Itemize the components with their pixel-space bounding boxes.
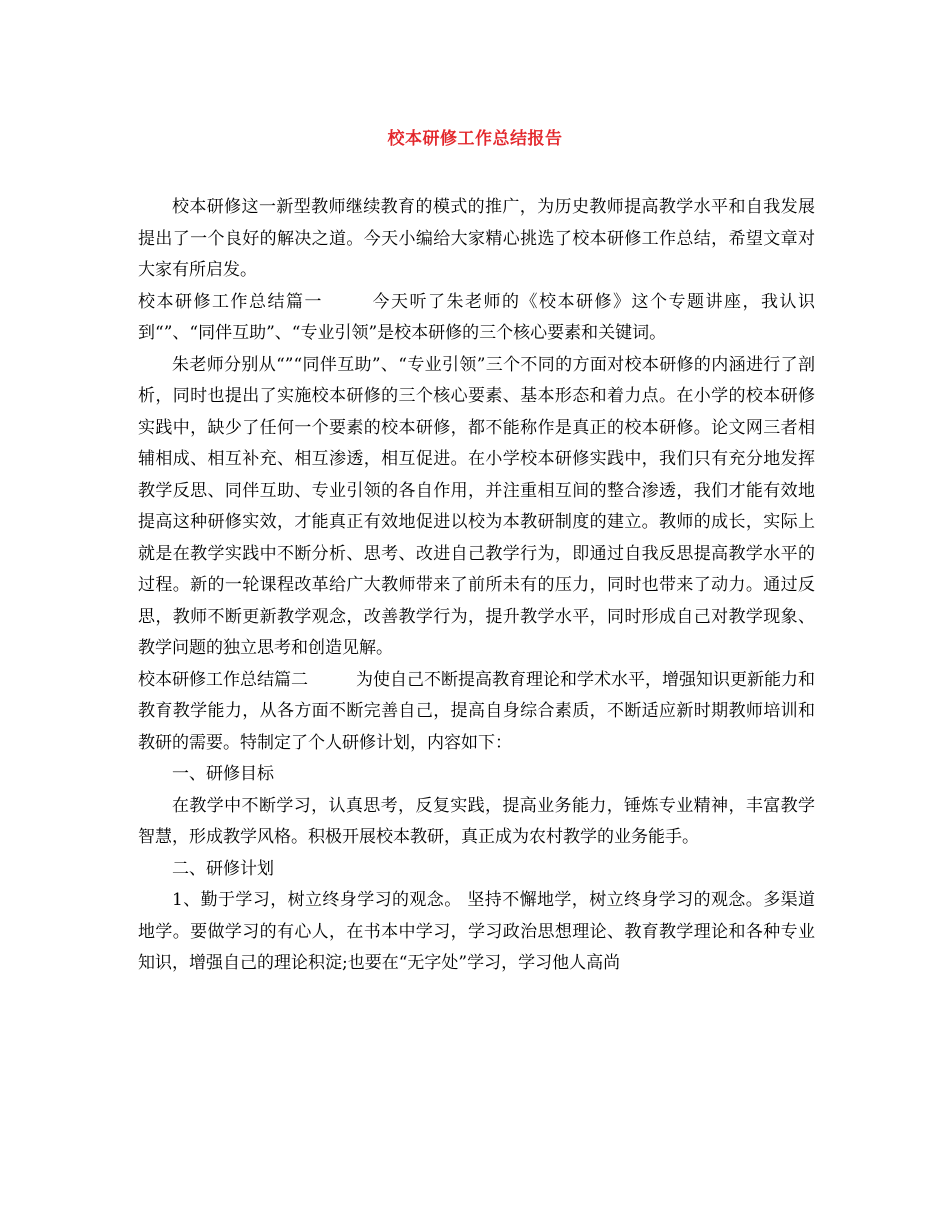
section1-heading: 一、研修目标	[172, 764, 274, 784]
part1-paragraph	[138, 287, 815, 350]
part2-paragraph	[138, 665, 815, 760]
part2-lead: 为使自己不断提高教育理论和学术水平，增强知识更新能力和教育教学能力，从各方面不断完善自己，提高自身综合素质，不断适应新时期教师培训和教研的需要。特制定了个人研修计划，内容如下：	[138, 669, 815, 753]
section2-heading: 二、研修计划	[172, 858, 274, 879]
part1-body-paragraph: 朱老师分别从“”“同伴互助”、“专业引领”三个不同的方面对校本研修的内涵进行了剖析，同时也提出了实施校本研修的三个核心要素、基本形态和着力点。在小学的校本研修实践中，缺少了任何一个要素的校本研修，都不能称作是真正的校本研修。论文网三者相辅相成、相互补充、相互渗透，相互促进。在小学校本研修实践中，我们只有充分地发挥教学反思、同伴互助、专业引领的各自作用，并注重相互间的整合渗透，我们才能有效地提高这种研修实效，才能真正有效地促进以校为本教研制度的建立。教师的成长，实际上就是在教学实践中不断分析、思考、改进自己教学行为，即通过自我反思提高教学水平的过程。新的一轮课程改革给广大教师带来了前所未有的压力，同时也带来了动力。通过反思，教师不断更新教学观念，改善教学行为，提升教学水平，同时形成自己对教学现象、教学问题的独立思考和创造见解。	[138, 354, 815, 658]
intro-paragraph: 校本研修这一新型教师继续教育的模式的推广，为历史教师提高教学水平和自我发展提出了一个良好的解决之道。今天小编给大家精心挑选了校本研修工作总结，希望文章对大家有所启发。	[138, 197, 815, 280]
part1-lead: 今天听了朱老师的《校本研修》这个专题讲座，我认识到“”、“同伴互助”、“专业引领”是校本研修的三个核心要素和关键词。	[138, 291, 815, 343]
document-body	[138, 192, 815, 980]
section1-body: 在教学中不断学习，认真思考，反复实践，提高业务能力，锤炼专业精神，丰富教学智慧，形成教学风格。积极开展校本教研，真正成为农村教学的业务能手。	[138, 795, 815, 847]
page-title: 校本研修工作总结报告	[387, 129, 563, 149]
part2-heading: 校本研修工作总结篇二	[138, 669, 308, 690]
part1-heading: 校本研修工作总结篇一	[138, 291, 323, 312]
item1-paragraph: 1、勤于学习，树立终身学习的观念。 坚持不懈地学，树立终身学习的观念。多渠道地学。要做学习的有心人，在书本中学习，学习政治思想理论、教育教学理论和各种专业知识，增强自己的理论积淀;也要在“无字处”学习，学习他人高尚	[138, 890, 815, 973]
